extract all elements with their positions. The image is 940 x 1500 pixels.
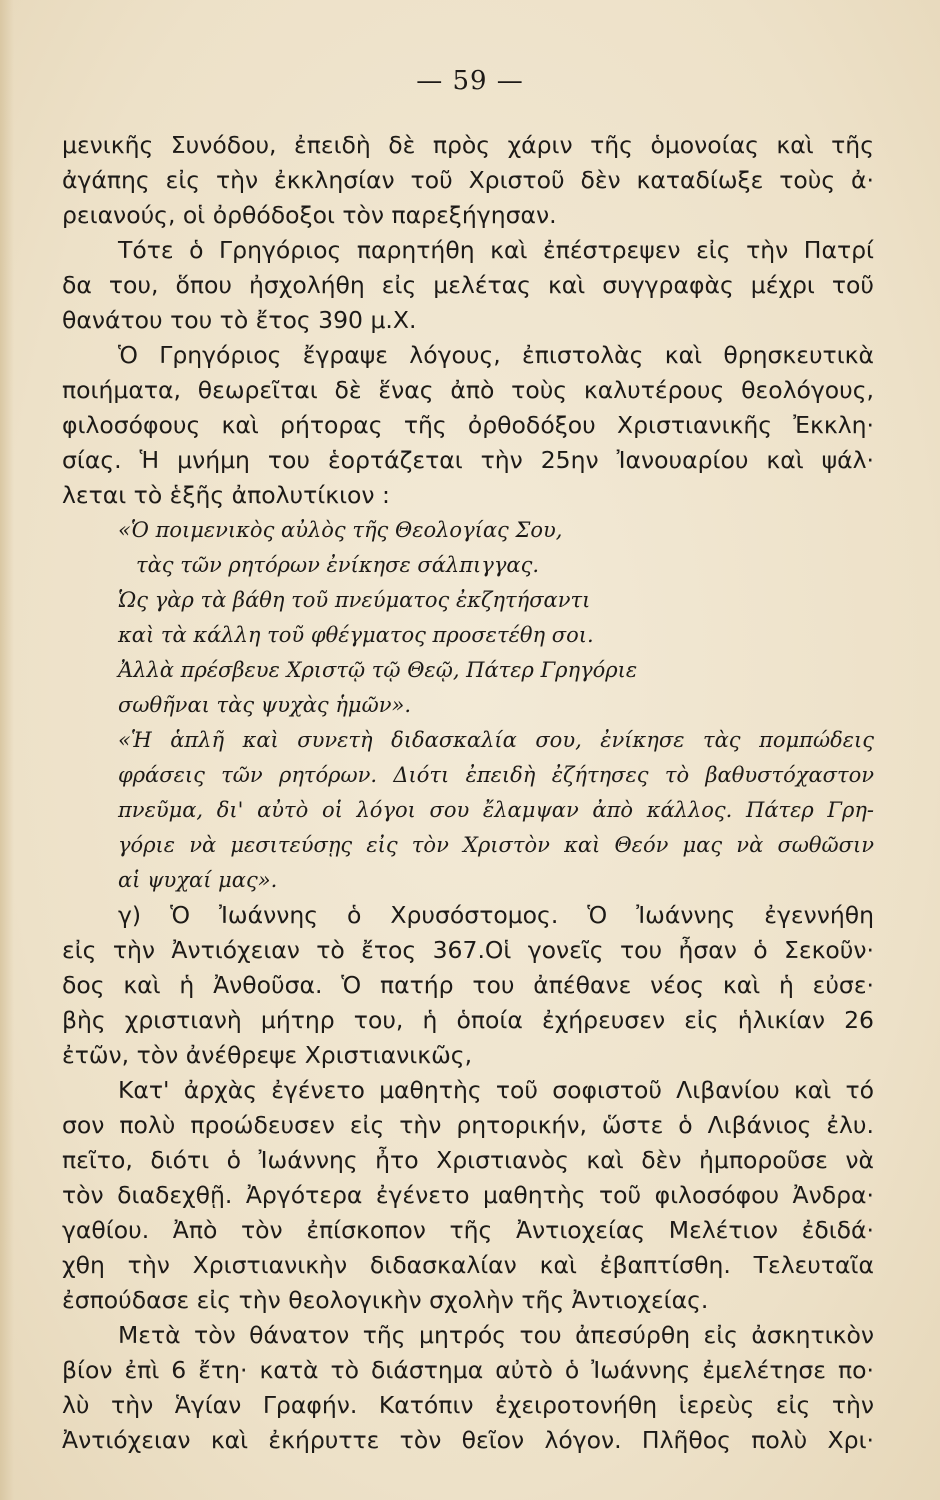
hymn-line: Ἀλλὰ πρέσβευε Χριστῷ τῷ Θεῷ, Πάτερ Γρηγόριε [118, 658, 638, 682]
text-line: βὴς χριστιανὴ μήτηρ του, ἡ ὁποία ἐχήρευσεν εἰς ἡλικίαν 26 [62, 1006, 874, 1034]
text-line: χθη τὴν Χριστιανικὴν διδασκαλίαν καὶ ἐβαπτίσθη. Τελευταῖα [62, 1251, 874, 1279]
text-line: ἐσπούδασε εἰς τὴν θεολογικὴν σχολὴν τῆς Ἀντιοχείας. [62, 1286, 709, 1314]
section-heading-line: γ) Ὁ Ἰωάννης ὁ Χρυσόστομος. Ὁ Ἰωάννης ἐγεννήθη [118, 901, 874, 929]
hymn-line: Ὡς γὰρ τὰ βάθη τοῦ πνεύματος ἐκζητήσαντι [118, 588, 591, 612]
page-body [62, 128, 874, 1458]
text-line: Κατ' ἀρχὰς ἐγένετο μαθητὴς τοῦ σοφιστοῦ Λιβανίου καὶ τό [118, 1076, 874, 1104]
text-line: λὺ τὴν Ἁγίαν Γραφήν. Κατόπιν ἐχειροτονήθη ἱερεὺς εἰς τὴν [62, 1391, 874, 1419]
text-line: θανάτου του τὸ ἔτος 390 μ.Χ. [62, 306, 417, 334]
text-line: Ἀντιόχειαν καὶ ἐκήρυττε τὸν θεῖον λόγον. Πλῆθος πολὺ Χρι· [62, 1426, 874, 1454]
text-line: ποιήματα, θεωρεῖται δὲ ἕνας ἀπὸ τοὺς καλυτέρους θεολόγους, [62, 376, 874, 404]
text-line: εἰς τὴν Ἀντιόχειαν τὸ ἔτος 367.Οἱ γονεῖς του ἦσαν ὁ Σεκοῦν· [62, 936, 874, 964]
hymn-line: πνεῦμα, δι' αὐτὸ οἱ λόγοι σου ἔλαμψαν ἀπὸ κάλλος. Πάτερ Γρη- [118, 798, 874, 822]
text-line: πεῖτο, διότι ὁ Ἰωάννης ἦτο Χριστιανὸς καὶ δὲν ἠμποροῦσε νὰ [62, 1146, 874, 1174]
hymn-line: «Ὁ ποιμενικὸς αὐλὸς τῆς Θεολογίας Σου, [118, 518, 563, 542]
hymn-line: φράσεις τῶν ρητόρων. Διότι ἐπειδὴ ἐζήτησες τὸ βαθυστόχαστον [118, 763, 874, 787]
text-line: λεται τὸ ἑξῆς ἀπολυτίκιον : [62, 481, 390, 509]
text-line: ἀγάπης εἰς τὴν ἐκκλησίαν τοῦ Χριστοῦ δὲν καταδίωξε τοὺς ἀ· [62, 166, 874, 194]
hymn-line: γόριε νὰ μεσιτεύσῃς εἰς τὸν Χριστὸν καὶ Θεόν μας νὰ σωθῶσιν [118, 833, 874, 857]
text-line: ρειανούς, οἱ ὀρθόδοξοι τὸν παρεξήγησαν. [62, 201, 557, 229]
text-line: δα του, ὅπου ἠσχολήθη εἰς μελέτας καὶ συγγραφὰς μέχρι τοῦ [62, 271, 874, 299]
hymn-line: αἱ ψυχαί μας». [118, 868, 278, 892]
page-number: — 59 — [416, 66, 524, 96]
text-line: Ὁ Γρηγόριος ἔγραψε λόγους, ἐπιστολὰς καὶ θρησκευτικὰ [118, 341, 874, 369]
hymn-line: «Ἡ ἁπλῆ καὶ συνετὴ διδασκαλία σου, ἐνίκησε τὰς πομπώδεις [118, 728, 874, 752]
text-line: σον πολὺ προώδευσεν εἰς τὴν ρητορικήν, ὥστε ὁ Λιβάνιος ἐλυ. [62, 1111, 874, 1139]
text-line: σίας. Ἡ μνήμη του ἑορτάζεται τὴν 25ην Ἰανουαρίου καὶ ψάλ· [62, 446, 874, 474]
hymn-line: σωθῆναι τὰς ψυχὰς ἡμῶν». [118, 693, 411, 717]
text-line: μενικῆς Συνόδου, ἐπειδὴ δὲ πρὸς χάριν τῆς ὁμονοίας καὶ τῆς [62, 131, 874, 159]
text-line: δος καὶ ἡ Ἀνθοῦσα. Ὁ πατήρ του ἀπέθανε νέος καὶ ἡ εὐσε· [62, 971, 874, 999]
hymn-line: τὰς τῶν ρητόρων ἐνίκησε σάλπιγγας. [136, 553, 539, 577]
text-line: γαθίου. Ἀπὸ τὸν ἐπίσκοπον τῆς Ἀντιοχείας Μελέτιον ἐδιδά· [62, 1216, 874, 1244]
text-line: ἐτῶν, τὸν ἀνέθρεψε Χριστιανικῶς, [62, 1041, 473, 1069]
hymn-line: καὶ τὰ κάλλη τοῦ φθέγματος προσετέθη σοι. [118, 623, 594, 647]
text-line: Μετὰ τὸν θάνατον τῆς μητρός του ἀπεσύρθη εἰς ἀσκητικὸν [118, 1321, 874, 1349]
text-line: φιλοσόφους καὶ ρήτορας τῆς ὀρθοδόξου Χριστιανικῆς Ἐκκλη· [62, 411, 874, 439]
page-edge-shadow [0, 0, 14, 1500]
text-line: Τότε ὁ Γρηγόριος παρητήθη καὶ ἐπέστρεψεν εἰς τὴν Πατρί [118, 236, 874, 264]
text-line: τὸν διαδεχθῇ. Ἀργότερα ἐγένετο μαθητὴς τοῦ φιλοσόφου Ἀνδρα· [62, 1181, 874, 1209]
text-line: βίον ἐπὶ 6 ἔτη· κατὰ τὸ διάστημα αὐτὸ ὁ Ἰωάννης ἐμελέτησε πο· [62, 1356, 874, 1384]
